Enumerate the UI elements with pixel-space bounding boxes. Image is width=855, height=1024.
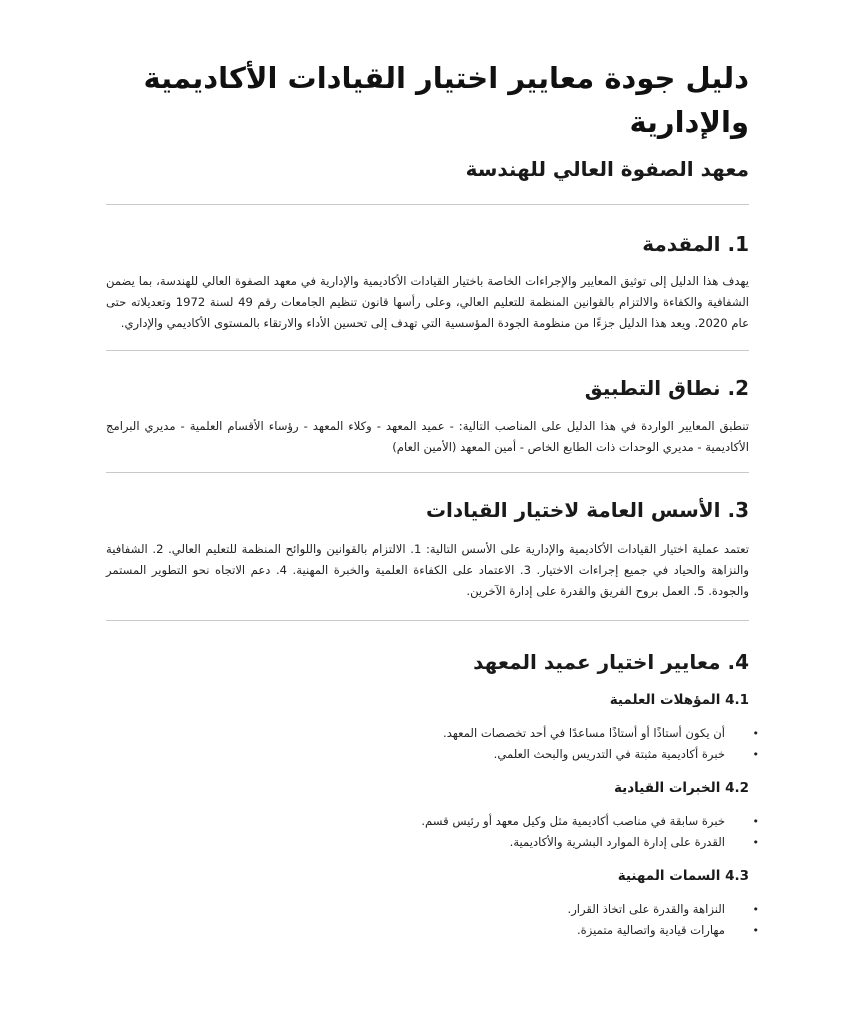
section-body: يهدف هذا الدليل إلى توثيق المعايير والإجراءات الخاصة باختيار القيادات الأكاديمية والإدارية في معهد الصفوة العالي للهندسة، بما يضمن الشفافية والكفاءة والالتزام بالقوانين المنظمة للتعليم العالي، وعلى رأسها قانون تنظيم الجامعات رقم 49 لسنة 1972 وتعديلاته حتى عام 2020. ويعد هذا الدليل جزءًا من منظومة الجودة المؤسسية التي تهدف إلى تحسين الأداء والارتقاء بالمستوى الأكاديمي والإداري. [106, 274, 750, 330]
section-body: تنطبق المعايير الواردة في هذا الدليل على المناصب التالية: - عميد المعهد - وكلاء المعهد - رؤساء الأقسام العلمية - مديري البرامج الأكاديمية - مديري الوحدات ذات الطابع الخاص - أمين المعهد (الأمين العام) [106, 419, 749, 454]
section-scope [106, 351, 749, 458]
bullet-icon: • [752, 727, 759, 740]
list-item-text: النزاهة والقدرة على اتخاذ القرار. [567, 902, 725, 916]
bullet-icon: • [752, 924, 759, 937]
list-item-text: خبرة أكاديمية مثبتة في التدريس والبحث العلمي. [493, 747, 725, 761]
subsection-heading: 4.1 المؤهلات العلمية [609, 692, 749, 708]
section-body: تعتمد عملية اختيار القيادات الأكاديمية والإدارية على الأسس التالية: 1. الالتزام بالقوانين واللوائح المنظمة للتعليم العالي. 2. الشفافية والنزاهة والحياد في جميع إجراءات الاختيار. 3. الاعتماد على الكفاءة العلمية والخبرة المهنية. 4. دعم الاتجاه نحو التطوير المستمر والجودة. 5. العمل بروح الفريق والقدرة على إدارة الآخرين. [106, 542, 749, 598]
section-heading: 3. الأسس العامة لاختيار القيادات [425, 498, 749, 522]
bullet-icon: • [752, 815, 759, 828]
bullet-icon: • [752, 903, 759, 916]
document-title: دليل جودة معايير اختيار القيادات الأكاديمية والإدارية [143, 61, 749, 139]
section-heading: 1. المقدمة [642, 232, 749, 256]
bullet-icon: • [752, 748, 759, 761]
section-general-principles [106, 473, 749, 602]
list-item-text: القدرة على إدارة الموارد البشرية والأكاديمية. [509, 835, 725, 849]
bullet-list [106, 811, 759, 853]
list-item [94, 811, 759, 832]
list-item [94, 744, 759, 765]
list-item [94, 920, 759, 941]
list-item-text: خبرة سابقة في مناصب أكاديمية مثل وكيل معهد أو رئيس قسم. [421, 814, 725, 828]
subsection-heading: 4.3 السمات المهنية [617, 868, 749, 884]
subsection-professional-traits [106, 865, 759, 941]
subsection-academic-qualifications [106, 689, 759, 765]
bullet-list [106, 723, 759, 765]
section-heading: 2. نطاق التطبيق [584, 376, 749, 400]
section-dean-criteria [106, 621, 759, 941]
subsection-leadership-experience [106, 777, 759, 853]
list-item-text: مهارات قيادية واتصالية متميزة. [576, 923, 725, 937]
list-item [94, 899, 759, 920]
section-heading: 4. معايير اختيار عميد المعهد [473, 650, 749, 674]
bullet-icon: • [752, 836, 759, 849]
list-item [94, 832, 759, 853]
bullet-list [106, 899, 759, 941]
document-subtitle: معهد الصفوة العالي للهندسة [465, 157, 749, 181]
subsection-heading: 4.2 الخبرات القيادية [613, 780, 749, 796]
section-introduction [106, 205, 749, 334]
list-item-text: أن يكون أستاذًا أو أستاذًا مساعدًا في أحد تخصصات المعهد. [443, 726, 725, 740]
list-item [94, 723, 759, 744]
